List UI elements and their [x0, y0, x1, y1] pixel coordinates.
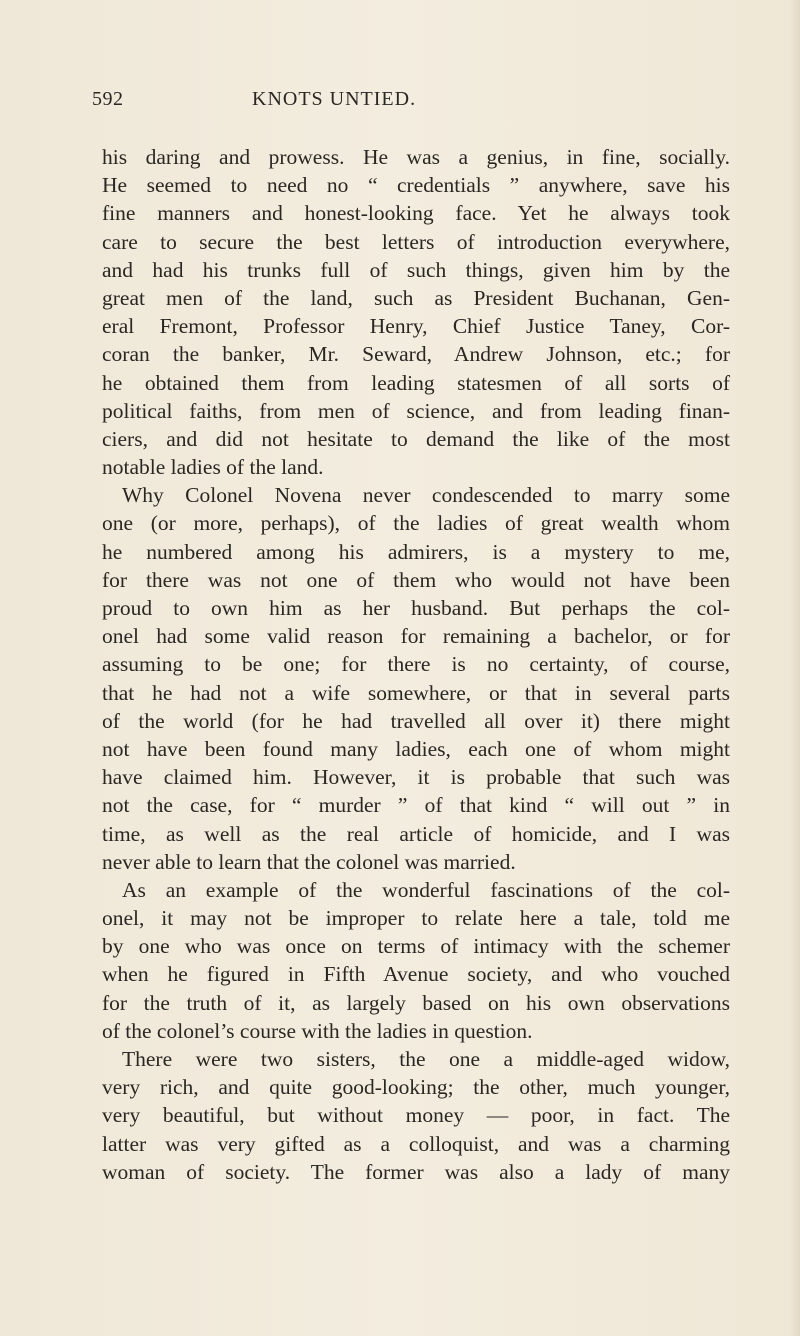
- paragraph-end-line: never able to learn that the colonel was married.: [102, 849, 516, 874]
- running-head: [92, 88, 692, 116]
- text-line: woman of society. The former was also a lady of many: [102, 1159, 730, 1184]
- text-line: coran the banker, Mr. Seward, Andrew Johnson, etc.; for: [102, 342, 730, 367]
- body-text: [102, 143, 730, 1186]
- text-line: very beautiful, but without money — poor, in fact. The: [102, 1103, 730, 1128]
- page-number: 592: [92, 88, 124, 110]
- text-line: not have been found many ladies, each one of whom might: [102, 736, 730, 761]
- text-line: he obtained them from leading statesmen of all sorts of: [102, 370, 730, 395]
- text-line: that he had not a wife somewhere, or that in several parts: [102, 680, 730, 705]
- text-line: fine manners and honest-looking face. Yet he always took: [102, 201, 730, 226]
- text-line: assuming to be one; for there is no certainty, of course,: [102, 652, 730, 677]
- text-line: very rich, and quite good-looking; the other, much younger,: [102, 1075, 730, 1100]
- text-line: He seemed to need no “ credentials ” anywhere, save his: [102, 173, 730, 198]
- text-line: his daring and prowess. He was a genius, in fine, socially.: [102, 145, 730, 169]
- text-line: by one who was once on terms of intimacy with the schemer: [102, 934, 730, 959]
- paragraph-end-line: of the colonel’s course with the ladies in question.: [102, 1018, 533, 1043]
- text-line: latter was very gifted as a colloquist, and was a charming: [102, 1131, 730, 1156]
- text-line: he numbered among his admirers, is a mystery to me,: [102, 539, 730, 564]
- text-line: great men of the land, such as President Buchanan, Gen-: [102, 285, 730, 310]
- text-line: proud to own him as her husband. But perhaps the col-: [102, 596, 730, 620]
- paragraph-start-line: There were two sisters, the one a middle-aged widow,: [122, 1047, 730, 1071]
- text-line: and had his trunks full of such things, given him by the: [102, 257, 730, 282]
- running-title: KNOTS UNTIED.: [252, 88, 417, 110]
- text-line: of the world (for he had travelled all over it) there might: [102, 708, 730, 733]
- text-line: when he figured in Fifth Avenue society, and who vouched: [102, 962, 730, 987]
- text-line: have claimed him. However, it is probable that such was: [102, 765, 730, 790]
- page-edge-shadow: [790, 0, 800, 1336]
- text-line: ciers, and did not hesitate to demand the like of the most: [102, 426, 730, 451]
- paragraph-end-line: notable ladies of the land.: [102, 455, 324, 480]
- paragraph-start-line: Why Colonel Novena never condescended to marry some: [122, 483, 730, 508]
- text-line: one (or more, perhaps), of the ladies of great wealth whom: [102, 511, 730, 536]
- text-line: eral Fremont, Professor Henry, Chief Justice Taney, Cor-: [102, 314, 730, 339]
- text-line: for the truth of it, as largely based on his own observations: [102, 990, 730, 1015]
- text-line: onel, it may not be improper to relate here a tale, told me: [102, 906, 730, 931]
- text-line: time, as well as the real article of homicide, and I was: [102, 821, 730, 846]
- text-line: political faiths, from men of science, and from leading finan-: [102, 398, 730, 423]
- text-line: care to secure the best letters of introduction everywhere,: [102, 229, 730, 254]
- text-line: not the case, for “ murder ” of that kind “ will out ” in: [102, 793, 730, 818]
- text-line: onel had some valid reason for remaining a bachelor, or for: [102, 624, 730, 649]
- paragraph-start-line: As an example of the wonderful fascinations of the col-: [122, 877, 730, 902]
- text-line: for there was not one of them who would not have been: [102, 567, 730, 592]
